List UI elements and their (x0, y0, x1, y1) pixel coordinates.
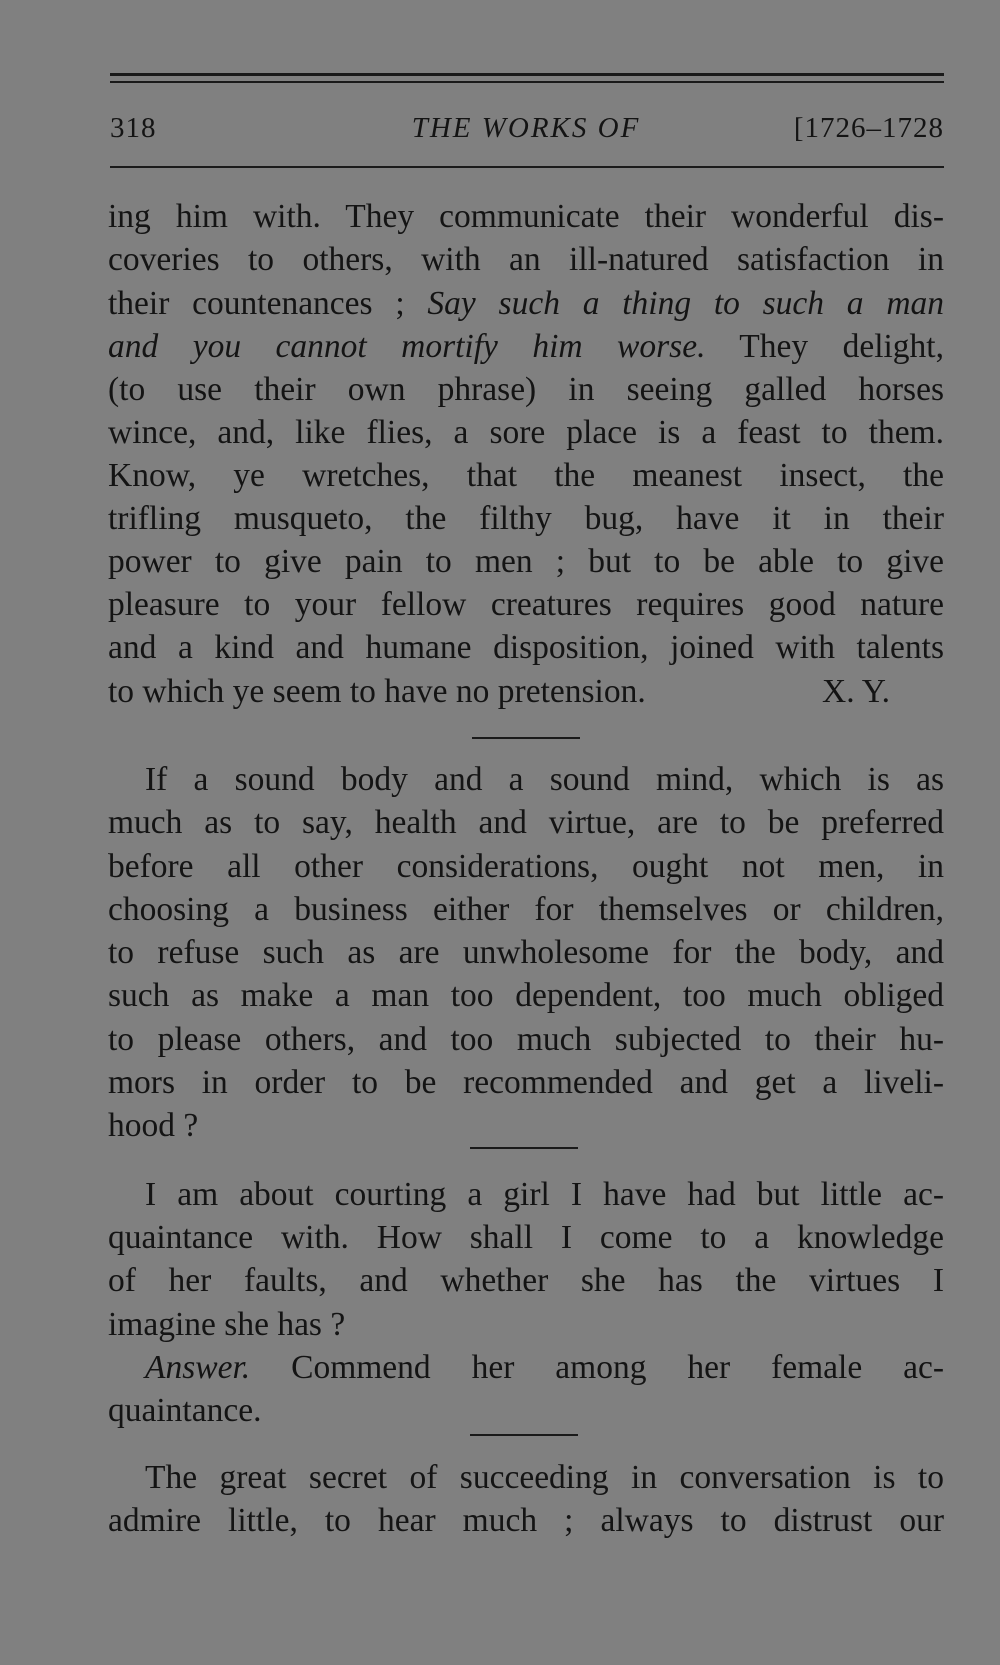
text-line (145, 1348, 944, 1388)
italic-quote: Say such a thing to such a man (427, 285, 945, 322)
header-top-rule (110, 73, 944, 76)
text-line: choosing a business either for themselves or children, (108, 891, 944, 928)
text-line: quaintance with. How shall I come to a knowledge (108, 1219, 944, 1256)
text-line: much as to say, health and virtue, are to be preferred (108, 804, 944, 841)
text-line: hood ? (108, 1107, 199, 1144)
text-line: mors in order to be recommended and get a liveli- (108, 1064, 944, 1101)
text-line: wince, and, like flies, a sore place is a feast to them. (108, 414, 944, 451)
text-line (108, 284, 944, 324)
text-line: power to give pain to men ; but to be able to give (108, 543, 944, 580)
section-separator (470, 1434, 578, 1436)
text-line: The great secret of succeeding in conversation is to (145, 1459, 944, 1496)
section-separator (470, 1147, 578, 1149)
text-span: They delight, (739, 328, 944, 365)
page-number: 318 (110, 112, 157, 144)
text-line: Know, ye wretches, that the meanest insect, the (108, 457, 944, 494)
text-line: before all other considerations, ought not men, in (108, 848, 944, 885)
text-span: Commend her among her female ac- (291, 1349, 945, 1386)
text-line: and a kind and humane disposition, joined with talents (108, 629, 944, 666)
text-line: of her faults, and whether she has the virtues I (108, 1262, 944, 1299)
text-line: to refuse such as are unwholesome for the body, and (108, 934, 944, 971)
text-line: quaintance. (108, 1392, 262, 1429)
text-line: such as make a man too dependent, too much obliged (108, 977, 944, 1014)
text-line: coveries to others, with an ill-natured satisfaction in (108, 241, 944, 278)
answer-label: Answer. (145, 1349, 251, 1386)
header-top-rule-thin (110, 81, 944, 83)
header-bottom-rule (110, 166, 944, 168)
signature: X. Y. (822, 673, 890, 710)
running-title: THE WORKS OF (411, 112, 641, 144)
text-line: (to use their own phrase) in seeing galled horses (108, 371, 944, 408)
text-line: trifling musqueto, the filthy bug, have it in their (108, 500, 944, 537)
text-span: their countenances ; (108, 285, 405, 322)
text-line: pleasure to your fellow creatures requires good nature (108, 586, 944, 623)
text-line: imagine she has ? (108, 1306, 346, 1343)
section-separator (472, 737, 580, 739)
text-line: If a sound body and a sound mind, which is as (145, 761, 944, 798)
date-range: [1726–1728 (793, 112, 944, 144)
italic-quote: and you cannot mortify him worse. (108, 328, 706, 365)
text-line: to please others, and too much subjected to their hu- (108, 1021, 944, 1058)
text-line: to which ye seem to have no pretension. (108, 673, 646, 710)
running-header (108, 108, 944, 152)
text-line: admire little, to hear much ; always to distrust our (108, 1502, 944, 1539)
text-line: ing him with. They communicate their wonderful dis- (108, 198, 944, 235)
text-line: I am about courting a girl I have had but little ac- (145, 1176, 944, 1213)
text-line (108, 327, 944, 367)
